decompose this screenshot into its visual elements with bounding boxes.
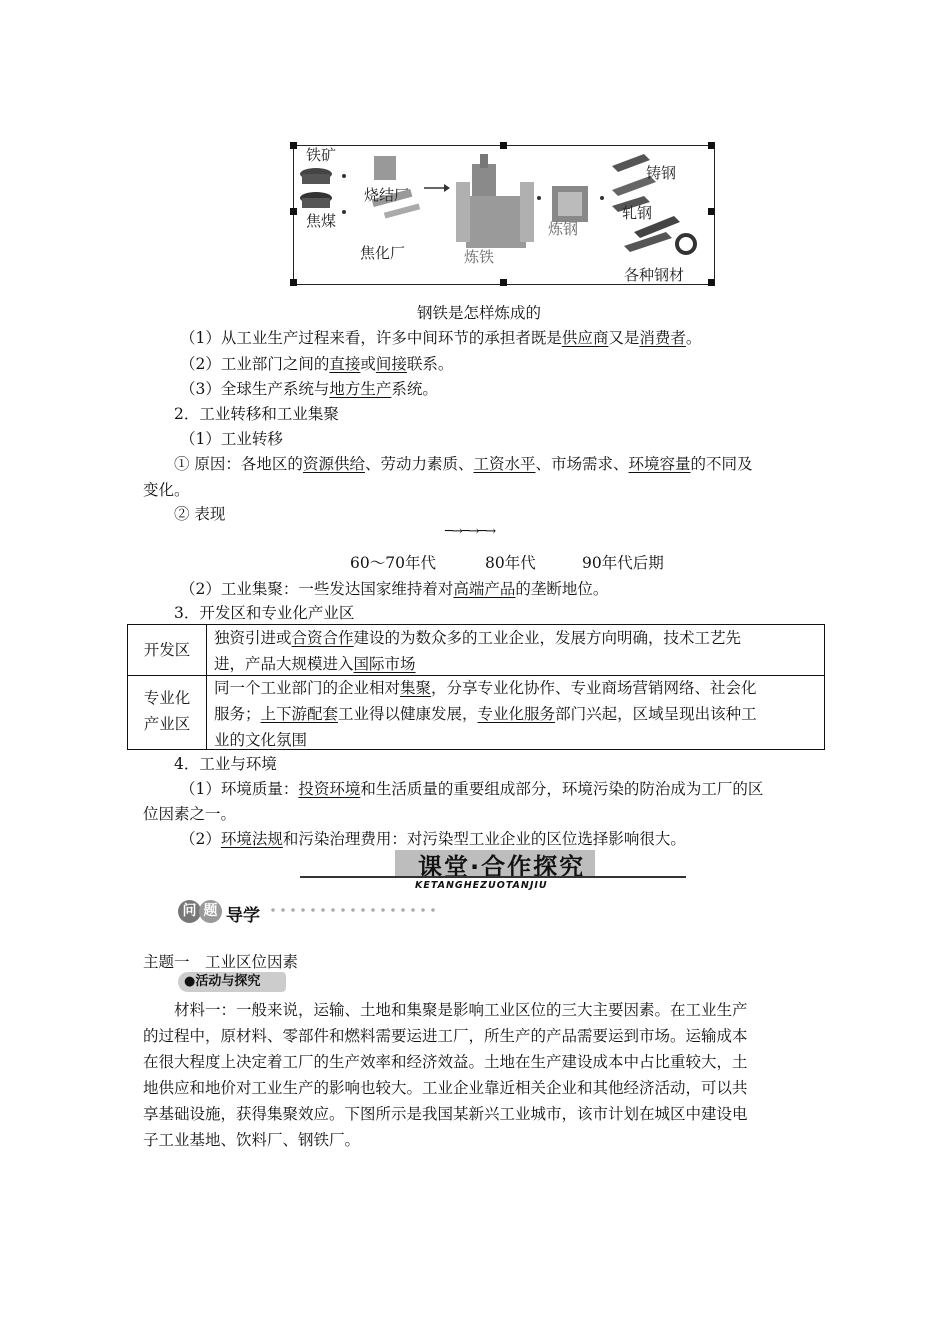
subheading: （1）工业转移: [180, 430, 283, 448]
text-span: 的: [690, 455, 707, 473]
answer-span: 环境法规: [220, 830, 283, 848]
heading-4: 4．工业与环境: [174, 755, 277, 773]
label-products: 各种钢材: [624, 266, 685, 284]
row-label: 产业区: [143, 715, 191, 733]
text-line: [174, 452, 753, 474]
cell-line: [214, 727, 818, 753]
answer-span: 投资环境: [298, 780, 361, 798]
answer-span: 合资合作: [291, 629, 354, 647]
period-1: 60～70年代: [350, 554, 436, 572]
answer-span: 直接: [329, 355, 361, 373]
answer-span: 间接: [375, 355, 407, 373]
text-span: （1）从工业生产过程来看，许多中间环节的承担者既是: [180, 329, 562, 347]
label-coking-coal: 焦煤: [306, 212, 337, 230]
topic-heading: 主题一 工业区位因素: [143, 953, 299, 971]
label-iron-ore: 铁矿: [306, 146, 337, 164]
text-line: 位因素之一。: [143, 805, 237, 823]
material-line: 材料一：一般来说，运输、土地和集聚是影响工业区位的三大主要因素。在工业生产: [174, 1001, 748, 1019]
label-casting: 铸钢: [646, 164, 677, 182]
text-span: 进，产品大规模进入: [214, 655, 354, 673]
text-span: ① 原因：各地区的: [174, 455, 303, 473]
table-cell-label: [128, 676, 207, 749]
text-line: [180, 326, 701, 348]
answer-span: 上下游配套: [260, 705, 339, 723]
zone-table: [127, 624, 825, 750]
activity-badge: ●活动与探究: [178, 972, 286, 992]
section-banner-rule: [300, 876, 686, 878]
daoxue-badge: 题: [199, 900, 222, 923]
text-span: 的垄断地位。: [515, 580, 609, 598]
text-span: 服务；: [214, 705, 261, 723]
text-line: [180, 377, 438, 399]
table-cell-content: [214, 625, 818, 677]
label-coking-plant: 焦化厂: [360, 244, 406, 262]
label-rolling: 轧钢: [622, 204, 653, 222]
text-span: 建设的为数众多的工业企业，发展方向明确，技术工艺先: [353, 629, 742, 647]
text-span: （2）: [180, 830, 221, 848]
answer-span: 供应商: [561, 329, 609, 347]
label-steel-smelting: 炼钢: [548, 220, 579, 238]
cell-line: [214, 675, 818, 701]
figure-caption: 钢铁是怎样炼成的: [417, 304, 542, 322]
text-span: 工业得以健康发展，: [338, 705, 478, 723]
text-span: 和生活质量的重要组成部分，环境污染的防治成为工厂的区: [360, 780, 764, 798]
text-line: 变化。: [143, 481, 190, 499]
text-span: 又是: [608, 329, 640, 347]
answer-span: 地方生产: [329, 380, 392, 398]
dotted-rule: [268, 907, 438, 913]
heading-2: 2．工业转移和工业集聚: [174, 405, 339, 423]
material-line: 享基础设施，获得集聚效应。下图所示是我国某新兴工业城市，该市计划在城区中建设电: [143, 1105, 748, 1123]
material-line: 的过程中，原材料、零部件和燃料需要运进工厂，所生产的产品需要运到市场。运输成本: [143, 1027, 748, 1045]
text-span: 部门兴起，区域呈现出该种工: [555, 705, 757, 723]
answer-span: 资源供给: [302, 455, 365, 473]
answer-span: 消费者: [639, 329, 686, 347]
answer-span: 集聚: [400, 679, 432, 697]
row-label: 开发区: [143, 641, 191, 659]
arrows: ─→─→─→: [445, 524, 496, 539]
text-span: 或: [360, 355, 376, 373]
table-cell-label: [128, 625, 207, 675]
label-iron-smelting: 炼铁: [464, 248, 495, 266]
cell-line: [214, 701, 818, 727]
material-line: 子工业基地、饮料厂、钢铁厂。: [143, 1131, 361, 1149]
table-cell-content: [214, 675, 818, 753]
daoxue-title: 导学: [226, 906, 260, 926]
section-banner-subtitle: KETANGHEZUOTANJIU: [415, 880, 548, 891]
text-span: 系统。: [391, 380, 438, 398]
answer-span: 专业化服务: [477, 705, 556, 723]
text-line: [180, 827, 686, 849]
text-line: ② 表现: [174, 505, 226, 523]
text-span: 。: [685, 329, 702, 347]
text-span: 联系。: [406, 355, 454, 373]
answer-span: 环境容量: [628, 455, 691, 473]
period-2: 80年代: [485, 554, 536, 572]
heading-3: 3．开发区和专业化产业区: [174, 604, 355, 622]
material-line: 在很大程度上决定着工厂的生产效率和经济效益。土地在生产建设成本中占比重较大，土: [143, 1053, 748, 1071]
row-label: 专业化: [143, 689, 191, 707]
text-span: ，分享专业化协作、专业商场营销网络、社会化: [431, 679, 757, 697]
text-span: 、市场需求、: [535, 455, 629, 473]
cell-line: [214, 625, 818, 651]
table-row: [128, 625, 824, 676]
text-span: （2）工业集聚：一些发达国家维持着对: [180, 580, 454, 598]
material-line: 地供应和地价对工业生产的影响也较大。工业企业靠近相关企业和其他经济活动，可以共: [143, 1079, 748, 1097]
text-line: [180, 352, 453, 374]
text-span: （3）全球生产系统与: [180, 380, 330, 398]
label-sinter-plant: 烧结厂: [364, 186, 410, 204]
answer-span: 国际市场: [353, 655, 416, 673]
table-row: [128, 676, 824, 749]
text-span: 和污染治理费用：对污染型工业企业的区位选择影响很大。: [282, 830, 686, 848]
text-span: 、劳动力素质、: [364, 455, 474, 473]
answer-span: 高端产品: [453, 580, 516, 598]
text-span: 同一个工业部门的企业相对: [214, 679, 401, 697]
cell-line: [214, 651, 818, 677]
text-span: 独资引进或: [214, 629, 292, 647]
text-span: 业的文化氛围: [214, 731, 308, 749]
steel-process-figure: [293, 145, 715, 285]
section-banner-title: 课堂·合作探究: [418, 853, 586, 881]
daoxue-badge: 问: [178, 900, 201, 923]
period-3: 90年代后期: [582, 554, 664, 572]
answer-span: 工资水平: [473, 455, 536, 473]
text-span: （2）工业部门之间的: [180, 355, 330, 373]
text-span: （1）环境质量：: [180, 780, 299, 798]
text-line: [180, 777, 763, 799]
text-line: [180, 577, 608, 599]
text-span: 不同及: [706, 455, 753, 473]
